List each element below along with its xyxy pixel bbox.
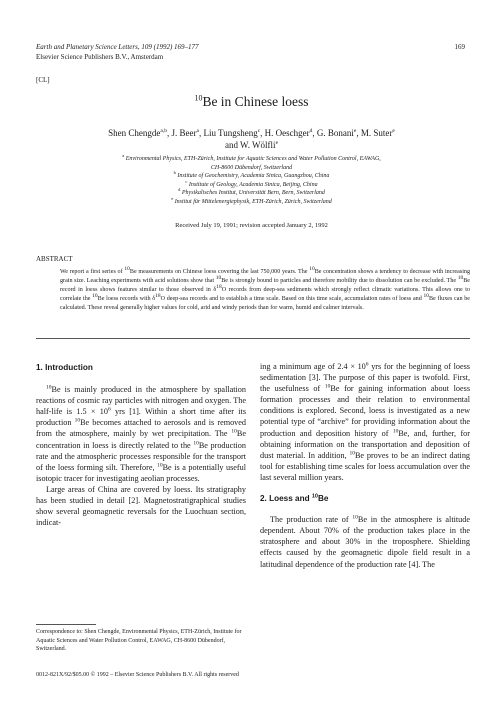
journal-header xyxy=(36,43,199,62)
abstract-span: Be fluxes can be calculated. These reveal generally higher values for cold, arid and windy periods than for warm, humid and calmer intervals. xyxy=(60,295,470,311)
heading-span: Be xyxy=(318,494,329,504)
author-list xyxy=(60,127,443,151)
right-column xyxy=(260,361,470,570)
paragraph: Large areas of China are covered by loess. Its stratigraphy has been studied in detail [2]. Magnetostratigraphical studies show several geomagnetic reversals for the Luochuan section, indicat- xyxy=(36,484,246,528)
author-name: , Liu Tungsheng xyxy=(198,128,258,138)
affil-text: CH-8600 Dübendorf, Switzerland xyxy=(210,164,293,171)
author-affil-mark: e xyxy=(353,128,357,134)
text-span: Be concentration in loess is directly related to the xyxy=(36,429,246,450)
text-span: Be in the atmosphere is altitude dependent. About 70% of the production takes place in the stratosphere and about 30% in the troposphere. Shielding effects caused by the geomagnetic dipole field result in a latitudinal dependence of the production rate [4]. The xyxy=(260,515,470,569)
text-span: Be production rate and the atmospheric processes responsible for the transport of the loess forming silt. Therefore, xyxy=(36,440,246,472)
affiliation xyxy=(60,178,443,193)
exponent: 6 xyxy=(107,406,111,413)
abstract-span: Be loess records with δ xyxy=(97,295,156,302)
affil-text: Physikalisches Institut, Universität Bern, Bern, Switzerland xyxy=(181,190,325,197)
isotope-mark: 10 xyxy=(92,292,98,299)
copyright-line: 0012-821X/92/$05.00 © 1992 – Elsevier Science Publishers B.V. All rights reserved xyxy=(36,672,239,678)
author-affil-mark: a xyxy=(196,128,199,134)
paragraph xyxy=(260,514,470,569)
cl-tag: [CL] xyxy=(36,76,50,84)
author-affil-mark: a,b xyxy=(160,128,167,134)
author-name: , G. Bonani xyxy=(312,128,354,138)
exponent: 6 xyxy=(365,361,369,368)
abstract-span: O deep-sea records and to establish a time scale. Based on this time scale, accumulation rates of loess and xyxy=(160,295,424,302)
isotope-mark: 10 xyxy=(457,274,464,281)
abstract-heading: ABSTRACT xyxy=(36,255,73,263)
affil-text: Institut für Mittelenergiephysik, ETH-Zürich, Zürich, Switzerland xyxy=(174,198,332,205)
author-affil-mark: c xyxy=(257,128,261,134)
text-span: ing a minimum age of 2.4 × 10 xyxy=(260,362,366,371)
correspondence-footnote: Correspondence to: Shen Chengde, Environmental Physics, ETH-Zürich, Institute for Aquatic Sciences and Water Pollution Control, EAWAG, CH-8600 Dübendorf, Switzerland. xyxy=(36,629,242,653)
heading-span: 2. Loess and xyxy=(260,494,312,504)
affil-mark: c xyxy=(185,178,188,184)
isotope-mark: 10 xyxy=(324,383,331,390)
affiliations xyxy=(60,155,443,207)
author-name: , H. Oeschger xyxy=(260,128,310,138)
isotope-mark: 18 xyxy=(155,292,161,299)
isotope-mark: 10 xyxy=(349,450,355,457)
left-column xyxy=(36,362,246,528)
isotope-mark: 10 xyxy=(231,428,237,435)
title-isotope: 10 xyxy=(194,93,203,103)
paper-title xyxy=(0,94,503,110)
text-span: yrs [1]. Within a short time after its production xyxy=(36,407,247,428)
affil-text: Institute of Geology, Academia Sinica, Beijing, China xyxy=(188,181,318,188)
paragraph xyxy=(260,361,470,483)
affil-mark: a xyxy=(122,153,125,158)
isotope-mark: 10 xyxy=(215,274,222,281)
author-name: and W. Wölfli xyxy=(224,140,276,150)
isotope-mark: 10 xyxy=(392,427,399,434)
author-name: , M. Suter xyxy=(356,128,393,138)
isotope-mark: 10 xyxy=(423,292,429,299)
abstract-span: O records from deep-sea sediments which strongly reflect climatic variations. This allows one to correlate the xyxy=(60,286,470,302)
isotope-mark: 18 xyxy=(216,283,222,290)
affil-mark: d xyxy=(178,187,181,193)
affiliation xyxy=(60,195,443,207)
isotope-mark: 10 xyxy=(74,417,81,424)
text-span: Be is a potentially useful isotopic tracer for investigating aeolian processes. xyxy=(36,462,246,483)
text-span: Be is mainly produced in the atmosphere by spallation reactions of cosmic ray particles with nitrogen and oxygen. The half-life is 1.5 × 10 xyxy=(36,385,246,417)
affiliation xyxy=(60,172,443,181)
text-span: The production rate of xyxy=(270,515,353,525)
received-dates: Received July 19, 1991; revision accepted January 2, 1992 xyxy=(175,222,328,229)
isotope-mark: 10 xyxy=(309,265,315,272)
isotope-mark: 10 xyxy=(311,493,318,500)
text-span: Be for gaining information about loess formation processes and their relation to environmental conditions is explored. Second, loess is investigated as a new potential type of “archive” for providing information about the production and deposition history of xyxy=(260,384,471,438)
author-affil-mark: e xyxy=(275,140,279,146)
isotope-mark: 10 xyxy=(157,462,163,469)
author-name: Shen Chengde xyxy=(108,128,161,138)
isotope-mark: 10 xyxy=(124,265,130,272)
abstract-span: Be is strongly bound to particles and therefore mobility due to dissolution can be excluded. The xyxy=(221,277,458,284)
isotope-mark: 10 xyxy=(352,514,358,521)
page-number: 169 xyxy=(454,43,465,51)
author-affil-mark: d xyxy=(309,128,313,134)
abstract-text xyxy=(60,265,470,313)
abstract-span: Be concentration shows a tendency to decrease with increasing grain size. Leaching experiments with acid solutions show that xyxy=(60,269,470,284)
isotope-mark: 10 xyxy=(193,439,199,446)
affiliation xyxy=(60,164,443,176)
abstract-divider xyxy=(36,338,470,339)
section-heading xyxy=(260,493,470,504)
text-span: Be, and, further, for obtaining information on the transportation and deposition of dust material. In addition, xyxy=(260,428,470,460)
text-span: Be becomes attached to aerosols and is removed from the atmosphere, mainly by wet precipitation. The xyxy=(36,418,246,439)
footnote-divider xyxy=(36,624,96,625)
isotope-mark: 10 xyxy=(46,384,52,391)
abstract-span: We report a first series of xyxy=(60,269,125,275)
text-span: Be proves to be an indirect dating tool for establishing time scales for loess accumulation over the last several million years. xyxy=(260,450,471,482)
journal-citation: Earth and Planetary Science Letters, 109 (1992) 169–177 xyxy=(36,43,199,51)
publisher-line: Elsevier Science Publishers B.V., Amsterdam xyxy=(36,52,164,61)
abstract-span: Be measurements on Chinese loess covering the last 750,000 years. The xyxy=(129,269,310,275)
title-text: Be in Chinese loess xyxy=(202,94,309,109)
affil-text: Environmental Physics, ETH-Zürich, Institute for Aquatic Sciences and Water Pollution Control, EAWAG, xyxy=(125,156,381,162)
affil-text: Institute of Geochemistry, Academia Sinica, Guangzhou, China xyxy=(177,173,330,180)
affiliation xyxy=(60,155,443,164)
author-affil-mark: e xyxy=(392,128,395,134)
text-span: yrs for the beginning of loess sedimentation [3]. The purpose of this paper is twofold. First, the usefulness of xyxy=(260,362,470,394)
author-name: , J. Beer xyxy=(167,128,197,138)
abstract-span: Be record in loess shows features similar to those observed in δ xyxy=(60,277,470,293)
affiliation xyxy=(60,189,443,198)
affil-mark: b xyxy=(173,170,176,176)
section-heading: 1. Introduction xyxy=(36,363,93,372)
paragraph xyxy=(36,384,246,484)
affil-mark: e xyxy=(171,195,174,201)
